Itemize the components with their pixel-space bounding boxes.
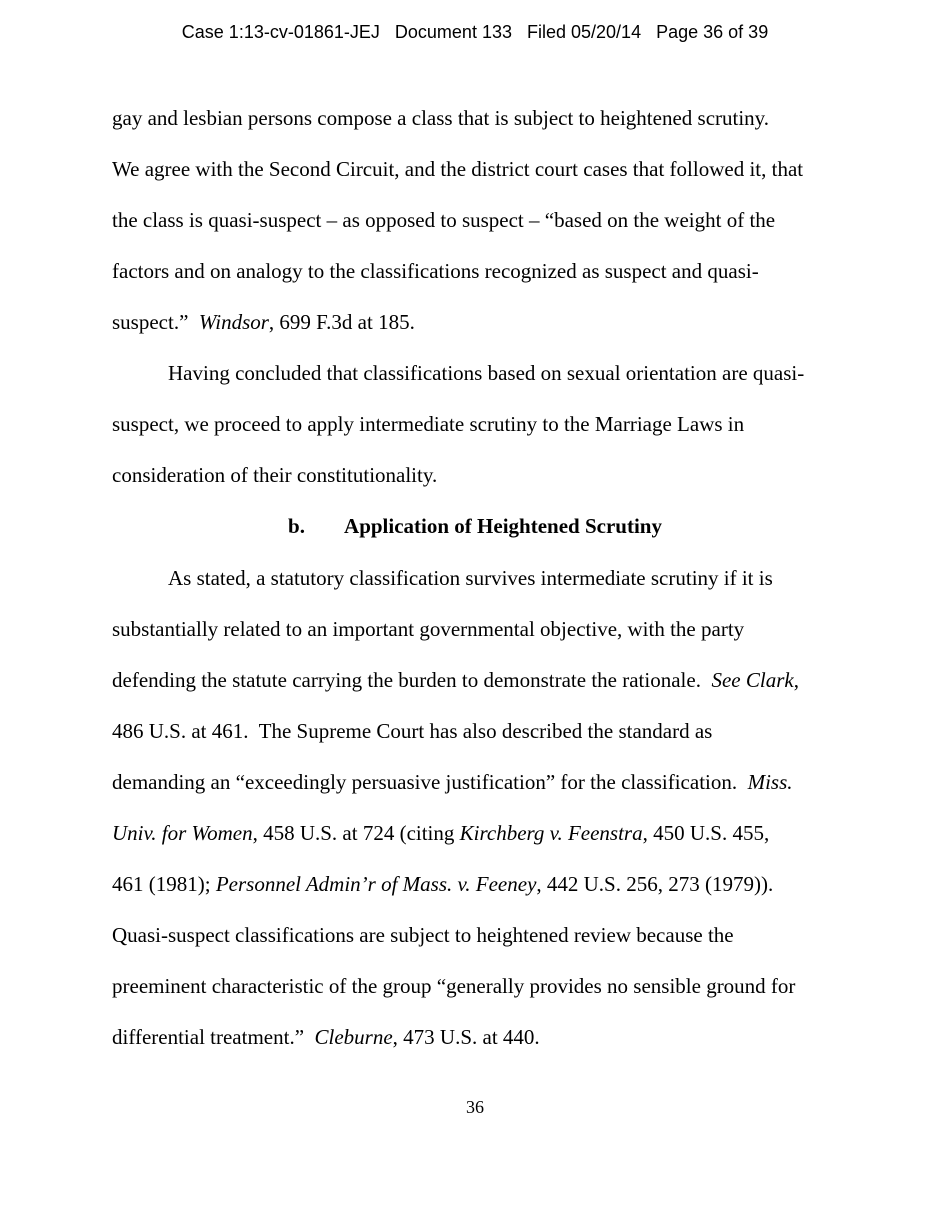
case-citation: Univ. for Women — [112, 821, 253, 845]
body-line — [112, 309, 415, 335]
page-indicator: Page 36 of 39 — [656, 22, 769, 42]
document-number: Document 133 — [394, 22, 512, 42]
body-line — [112, 871, 773, 897]
body-line: preeminent characteristic of the group “generally provides no sensible ground for — [112, 974, 796, 998]
text-run: , 473 U.S. at 440. — [392, 1025, 540, 1049]
case-number: Case 1:13-cv-01861-JEJ — [181, 22, 380, 42]
body-line: We agree with the Second Circuit, and the district court cases that followed it, that — [112, 157, 804, 181]
case-citation: See Clark — [711, 668, 794, 692]
body-line: the class is quasi-suspect – as opposed to suspect – “based on the weight of the — [112, 208, 776, 232]
filed-date: Filed 05/20/14 — [527, 22, 642, 42]
filing-header — [0, 20, 950, 44]
body-line — [112, 820, 769, 846]
body-line: substantially related to an important governmental objective, with the party — [112, 617, 745, 641]
text-run: differential treatment.” — [112, 1025, 315, 1049]
case-citation: Miss. — [747, 770, 793, 794]
page-number: 36 — [466, 1097, 484, 1117]
body-line — [112, 769, 793, 795]
case-citation: Kirchberg v. Feenstra — [459, 821, 643, 845]
body-line: As stated, a statutory classification survives intermediate scrutiny if it is — [168, 566, 773, 590]
body-line: gay and lesbian persons compose a class that is subject to heightened scrutiny. — [112, 106, 770, 130]
text-run: , 450 U.S. 455, — [642, 821, 770, 845]
text-run: , — [793, 668, 799, 692]
section-label: b. — [288, 514, 305, 538]
section-heading — [0, 513, 950, 539]
text-run: , 442 U.S. 256, 273 (1979)). — [536, 872, 774, 896]
body-line: Having concluded that classifications based on sexual orientation are quasi- — [168, 361, 805, 385]
body-line: Quasi-suspect classifications are subject to heightened review because the — [112, 923, 734, 947]
text-run: , 699 F.3d at 185. — [268, 310, 415, 334]
body-line: consideration of their constitutionality. — [112, 463, 438, 487]
case-citation: Cleburne — [314, 1025, 393, 1049]
body-line: suspect, we proceed to apply intermediate scrutiny to the Marriage Laws in — [112, 412, 745, 436]
text-run: 461 (1981); — [112, 872, 216, 896]
body-line — [112, 1024, 540, 1050]
text-run: defending the statute carrying the burden to demonstrate the rationale. — [112, 668, 712, 692]
case-citation: Personnel Admin’r of Mass. v. Feeney — [215, 872, 537, 896]
section-title: Application of Heightened Scrutiny — [344, 514, 662, 538]
body-line: factors and on analogy to the classifications recognized as suspect and quasi- — [112, 259, 759, 283]
case-citation: Windsor — [198, 310, 269, 334]
text-run: , 458 U.S. at 724 (citing — [252, 821, 460, 845]
body-line — [112, 667, 799, 693]
body-line: 486 U.S. at 461. The Supreme Court has also described the standard as — [112, 719, 713, 743]
text-run: suspect.” — [112, 310, 199, 334]
text-run: demanding an “exceedingly persuasive justification” for the classification. — [112, 770, 748, 794]
